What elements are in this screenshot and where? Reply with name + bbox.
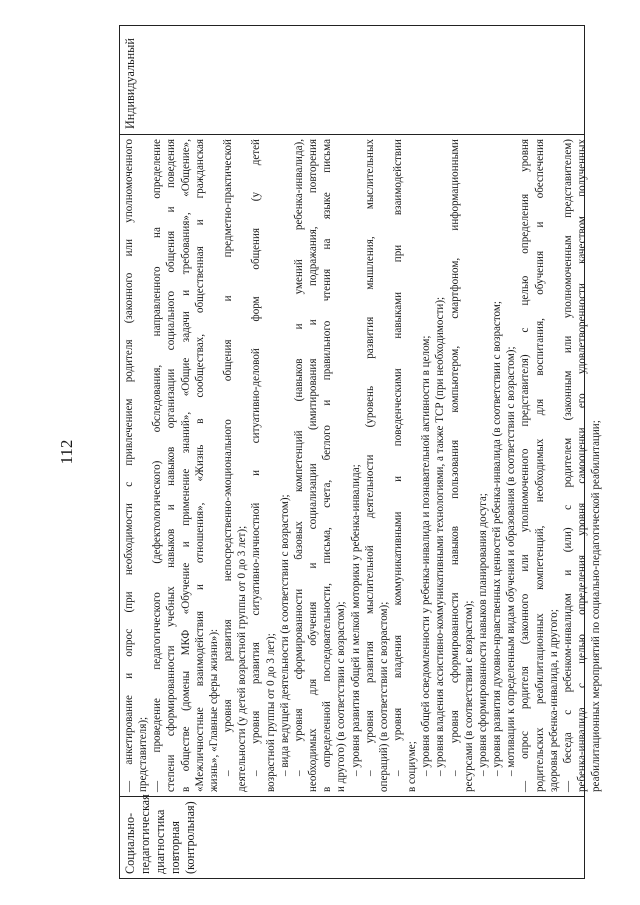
content-line: реабилитационных мероприятий по социально-педагогической реабилитации; <box>590 420 603 792</box>
content-line: – уровня развития ситуативно-личностной и ситуативно-деловой форм общения (у детей <box>250 139 263 776</box>
content-line: родительских реабилитационных компетенций, необходимых для воспитания, обучения и обеспечения <box>533 139 546 792</box>
diagnostic-type-line: (контрольная) <box>183 801 197 874</box>
content-line: операций) (в соответствии с возрастом); <box>377 601 390 792</box>
content-line: степени сформированности учебных навыков и навыков организации социального общения и поведения <box>165 139 178 792</box>
content-line: деятельности (у детей возрастной группы от 0 до 3 лет); <box>236 525 249 792</box>
content-line: — проведение педагогического (дефектологического) обследования, направленного на определение <box>151 139 164 792</box>
content-line: в социуме; <box>406 741 419 792</box>
content-line: – уровня сформированности базовых компетенций (навыков и умений ребенка-инвалида), <box>292 139 305 776</box>
activity-table <box>119 25 603 879</box>
diagnostic-type-line: повторная <box>168 821 182 874</box>
rotated-page <box>55 22 603 882</box>
content-line: в определенной последовательности, письма, счета, беглого и правильного чтения на языке письма <box>321 139 334 792</box>
diagnostic-type-cell <box>120 796 584 878</box>
content-line: – уровня владения ассистивно-коммуникативными технологиями, а также ТСР (при необходимости); <box>434 296 447 776</box>
form-label: Индивидуальный <box>123 38 137 129</box>
activity-content-cell <box>120 134 603 796</box>
content-line: – уровня владения коммуникативными и поведенческими навыками при взаимодействии <box>391 139 404 776</box>
content-line: возрастной группы от 0 до 3 лет); <box>264 633 277 792</box>
content-line: – мотивации к определенным видам обучения и образования (в соответствии с возрастом); <box>505 346 518 776</box>
content-line: – уровня развития мыслительной деятельности (уровень развития мышления, мыслительных <box>363 139 376 776</box>
content-line: и другого) (в соответствии с возрастом); <box>335 601 348 792</box>
content-line: — опрос родителя (законного или уполномоченного представителя) с целью определения уровня <box>519 139 532 792</box>
diagnostic-type-line: педагогическая <box>138 794 152 874</box>
content-line: – уровня развития духовно-нравственных ценностей ребенка-инвалида (в соответствии с возрастом; <box>491 301 504 776</box>
content-line: – уровня сформированности навыков пользования компьютером, смартфоном, информационными <box>448 139 461 776</box>
content-line: – уровня сформированности навыков планирования досуга; <box>476 493 489 776</box>
content-line: – уровня развития непосредственно-эмоционального общения и предметно-практической <box>222 139 235 776</box>
content-line: здоровья ребенка-инвалида, и другого; <box>547 609 560 792</box>
content-line: – уровня развития общей и мелкой моторики у ребенка-инвалида; <box>349 464 362 776</box>
content-line: «Межличностные взаимодействия и отношения», «Жизнь в сообществах, общественная и гражданская <box>193 139 206 792</box>
content-line: в обществе (домены МКФ «Обучение и применение знаний», «Общие задачи и требования», «Общение», <box>179 139 192 792</box>
content-line: ребенка-инвалида с целью определения уровня самооценки его удовлетворенности качеством полученных <box>576 139 588 792</box>
content-line: – вида ведущей деятельности (в соответствии с возрастом); <box>278 494 291 776</box>
diagnostic-type-line: Социально- <box>123 812 137 874</box>
content-line: — анкетирование и опрос (при необходимости с привлечением родителя (законного или уполномоченного <box>123 139 135 792</box>
form-cell <box>120 26 584 134</box>
diagnostic-type-line: диагностика <box>153 809 167 874</box>
content-line: необходимых для обучения и социализации (имитирования и подражания, повторения <box>307 139 320 792</box>
content-line: жизнь», «Главные сферы жизни»): <box>207 628 220 792</box>
content-line: ресурсами (в соответствии с возрастом); <box>462 600 475 792</box>
page-number: 112 <box>57 439 76 465</box>
content-line: — беседа с ребенком-инвалидом и (или) с родителем (законным или уполномоченным представителем) <box>561 139 574 792</box>
content-line: представителя); <box>137 716 150 792</box>
content-line: – уровня общей осведомленности у ребенка-инвалида и познавательной активности в целом; <box>420 335 433 776</box>
